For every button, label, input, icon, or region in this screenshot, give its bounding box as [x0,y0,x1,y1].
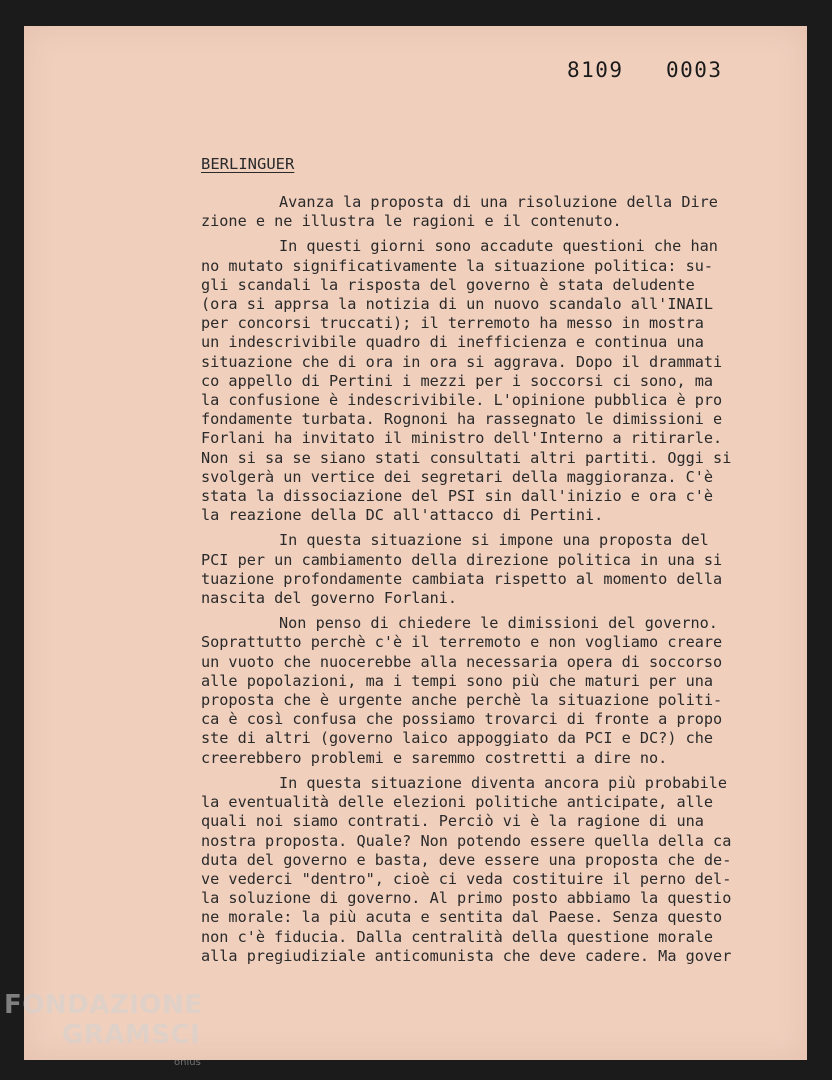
text-line: gli scandali la risposta del governo è stata deludente [201,275,695,294]
paragraph [201,774,761,966]
text-line: Soprattutto perchè c'è il terremoto e non vogliamo creare [201,633,723,652]
text-line: quali noi siamo contrati. Perciò vi è la ragione di una [201,812,704,831]
text-line: In questi giorni sono accadute questioni che han [279,237,718,256]
text-line: la soluzione di governo. Al primo posto abbiamo la questio [201,889,732,908]
paragraph [201,614,761,768]
text-line: duta del governo e basta, deve essere una proposta che de- [201,850,732,869]
text-line: PCI per un cambiamento della direzione politica in una si [201,550,723,569]
text-line: Avanza la proposta di una risoluzione della Dire [279,193,718,211]
text-line: fondamente turbata. Rognoni ha rassegnato le dimissioni e [201,410,723,429]
speaker-heading: BERLINGUER [201,155,295,173]
text-line: alla pregiudiziale anticomunista che deve cadere. Ma gover [201,946,732,965]
text-line: Non penso di chiedere le dimissioni del governo. [279,614,718,633]
text-line: nostra proposta. Quale? Non potendo essere quella della ca [201,831,732,850]
text-line: situazione che di ora in ora si aggrava. Dopo il drammati [201,352,723,371]
text-line: un vuoto che nuocerebbe alla necessaria opera di soccorso [201,652,723,671]
text-line: no mutato significativamente la situazione politica: su- [201,256,714,275]
text-line: tuazione profondamente cambiata rispetto al momento della [201,569,723,588]
text-line: In questa situazione diventa ancora più probabile [279,773,728,792]
paragraph [201,237,761,525]
text-line: alle popolazioni, ma i tempi sono più che maturi per una [201,671,714,690]
text-line: In questa situazione si impone una proposta del [279,531,709,550]
text-line: la reazione della DC all'attacco di Pertini. [201,506,604,525]
text-line: non c'è fiducia. Dalla centralità della questione morale [201,927,714,946]
text-line: co appello di Pertini i mezzi per i soccorsi ci sono, ma [201,371,714,390]
text-line: ca è così confusa che possiamo trovarci di fronte a propo [201,710,723,729]
text-line: stata la dissociazione del PSI sin dall'inizio e ora c'è [201,487,714,506]
document-body [201,193,761,972]
text-line: nascita del governo Forlani. [201,589,458,608]
page-number: 8109 0003 [567,58,723,82]
text-line: la confusione è indescrivibile. L'opinione pubblica è pro [201,391,723,410]
text-line: Non si sa se siano stati consultati altri partiti. Oggi si [201,448,732,467]
text-line: ne morale: la più acuta e sentita dal Paese. Senza questo [201,908,723,927]
text-line: la eventualità delle elezioni politiche anticipate, alle [201,793,714,812]
watermark-line-1: FONDAZIONE [4,990,203,1020]
text-line: zione e ne illustra le ragioni e il contenuto. [201,212,622,231]
paragraph [201,193,761,231]
text-line: ste di altri (governo laico appoggiato da PCI e DC?) che [201,729,714,748]
text-line: ve vederci "dentro", cioè ci veda costituire il perno del- [201,869,732,888]
text-line: creerebbero problemi e saremmo costretti a dire no. [201,748,668,767]
fondazione-gramsci-watermark [4,990,203,1068]
watermark-line-2: GRAMSCI [62,1020,201,1050]
paragraph [201,531,761,608]
watermark-suffix: onlus [174,1057,201,1068]
text-line: svolgerà un vertice dei segretari della maggioranza. C'è [201,467,714,486]
text-line: per concorsi truccati); il terremoto ha messo in mostra [201,314,704,333]
text-line: Forlani ha invitato il ministro dell'Interno a ritirarle. [201,429,723,448]
text-line: un indescrivibile quadro di inefficienza e continua una [201,333,704,352]
text-line: (ora si apprsa la notizia di un nuovo scandalo all'INAIL [201,295,714,314]
text-line: proposta che è urgente anche perchè la situazione politi- [201,691,723,710]
